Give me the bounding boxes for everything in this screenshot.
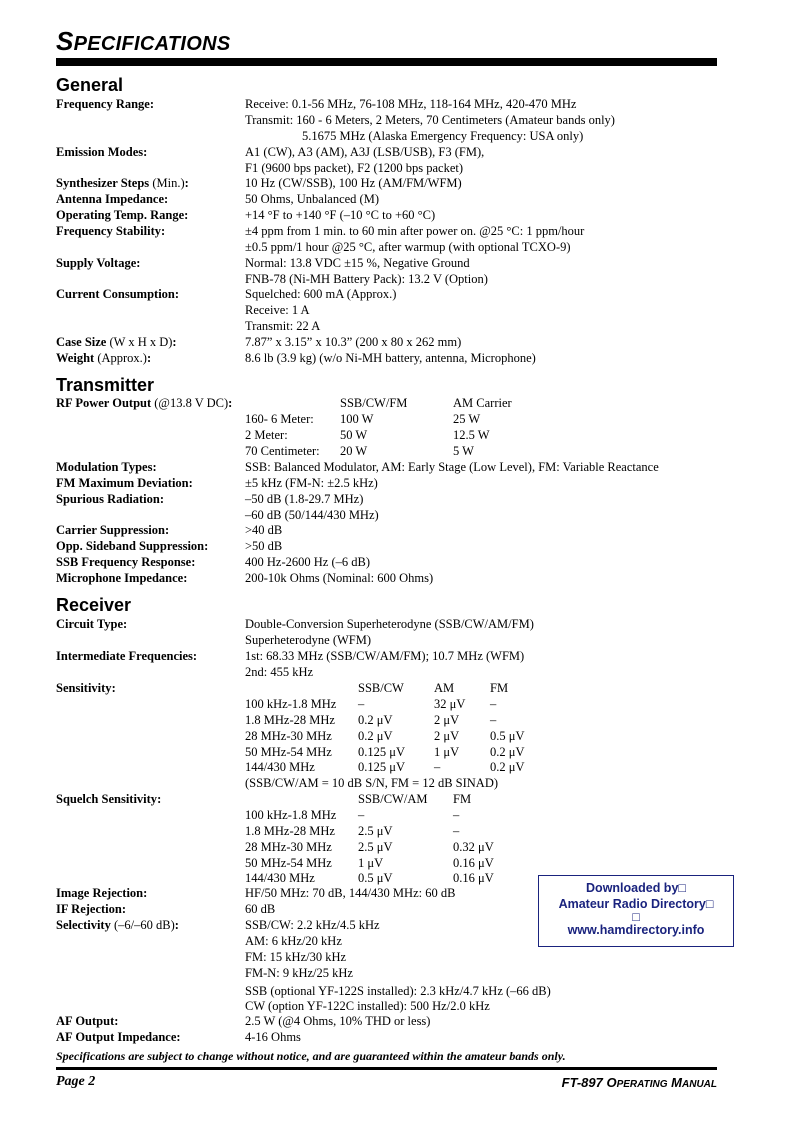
spec-label: Frequency Stability <box>56 224 161 238</box>
table-cell: 0.5 μV <box>490 728 525 743</box>
spec-value: Superheterodyne (WFM) <box>245 632 372 647</box>
spec-value: >50 dB <box>245 539 283 553</box>
spec-label: Opp. Sideband Suppression <box>56 539 205 553</box>
table-cell: 1 μV <box>358 855 384 870</box>
spec-value: SSB (optional YF-122S installed): 2.3 kHz/4.7 kHz (–66 dB) <box>245 983 551 998</box>
spec-value: 60 dB <box>245 902 276 916</box>
table-header: AM <box>434 681 455 695</box>
stamp-line: □ <box>632 910 640 924</box>
table-cell: 2 μV <box>434 728 460 743</box>
spec-value: 2nd: 455 kHz <box>245 664 314 679</box>
table-cell: – <box>358 807 365 822</box>
table-cell: 0.16 μV <box>453 871 494 886</box>
spec-label: Sensitivity <box>56 681 112 695</box>
table-cell: 25 W <box>453 411 481 426</box>
table-cell: 0.2 μV <box>358 712 393 727</box>
table-cell: 0.5 μV <box>358 871 393 886</box>
spec-value: 2.5 W (@4 Ohms, 10% THD or less) <box>245 1014 431 1028</box>
table-cell: – <box>453 807 460 822</box>
footer-rule <box>56 1067 717 1070</box>
table-cell: 5 W <box>453 443 474 458</box>
spec-label: Case Size <box>56 335 107 349</box>
spec-value: Receive: 0.1-56 MHz, 76-108 MHz, 118-164 MHz, 420-470 MHz <box>245 97 577 111</box>
spec-label: Emission Modes <box>56 145 144 159</box>
spec-label: Selectivity <box>56 918 111 932</box>
table-cell: 0.32 μV <box>453 839 494 854</box>
table-cell: 32 μV <box>434 696 466 711</box>
spec-label: FM Maximum Deviation <box>56 476 189 490</box>
spec-value: SSB: Balanced Modulator, AM: Early Stage (Low Level), FM: Variable Reactance <box>245 460 659 474</box>
spec-value: 50 Ohms, Unbalanced (M) <box>245 192 379 206</box>
spec-label-qualifier: (Approx.) <box>97 351 147 365</box>
spec-label: Image Rejection <box>56 886 144 900</box>
spec-label: Antenna Impedance <box>56 192 164 206</box>
spec-label: AF Output <box>56 1014 115 1028</box>
spec-value: FM: 15 kHz/30 kHz <box>245 949 347 964</box>
spec-value: 8.6 lb (3.9 kg) (w/o Ni-MH battery, antenna, Microphone) <box>245 351 536 365</box>
spec-label-qualifier: (W x H x D) <box>109 335 173 349</box>
spec-value: 4-16 Ohms <box>245 1030 301 1044</box>
table-cell: – <box>358 696 365 711</box>
spec-value: SSB/CW: 2.2 kHz/4.5 kHz <box>245 918 380 932</box>
download-stamp <box>538 875 734 947</box>
table-header: SSB/CW/AM <box>358 792 428 806</box>
table-header: FM <box>490 681 509 695</box>
section-heading-receiver: Receiver <box>56 595 132 615</box>
stamp-link[interactable]: www.hamdirectory.info <box>567 923 705 937</box>
spec-value: 200-10k Ohms (Nominal: 600 Ohms) <box>245 571 434 585</box>
spec-value: Transmit: 22 A <box>245 318 321 333</box>
table-cell: 0.2 μV <box>358 728 393 743</box>
table-header: SSB/CW/FM <box>340 396 408 410</box>
spec-label: SSB Frequency Response <box>56 555 192 569</box>
page-title: SPECIFICATIONS <box>56 26 231 56</box>
spec-label: Squelch Sensitivity <box>56 792 158 806</box>
spec-value: F1 (9600 bps packet), F2 (1200 bps packet) <box>245 160 464 175</box>
table-cell: 0.2 μV <box>490 744 525 759</box>
table-cell: 144/430 MHz <box>245 760 315 775</box>
table-note: (SSB/CW/AM = 10 dB S/N, FM = 12 dB SINAD) <box>245 776 499 791</box>
table-cell: 100 W <box>340 411 374 426</box>
table-header: AM Carrier <box>453 396 512 410</box>
table-cell: 1 μV <box>434 744 460 759</box>
spec-value: >40 dB <box>245 523 283 537</box>
section-heading-transmitter: Transmitter <box>56 375 155 395</box>
table-cell: 160- 6 Meter: <box>245 411 314 426</box>
spec-value: 400 Hz-2600 Hz (–6 dB) <box>245 555 370 569</box>
spec-value: FM-N: 9 kHz/25 kHz <box>245 965 353 980</box>
spec-label: Weight <box>56 351 95 365</box>
spec-label: Modulation Types <box>56 460 153 474</box>
manual-title: FT-897 OPERATING MANUAL <box>561 1075 717 1090</box>
spec-value: +14 °F to +140 °F (–10 °C to +60 °C) <box>245 208 436 222</box>
spec-value: FNB-78 (Ni-MH Battery Pack): 13.2 V (Option) <box>245 271 488 286</box>
table-cell: 1.8 MHz-28 MHz <box>245 823 335 838</box>
table-cell: 12.5 W <box>453 427 490 442</box>
table-cell: 144/430 MHz <box>245 871 315 886</box>
table-cell: – <box>453 823 460 838</box>
table-cell: 2.5 μV <box>358 823 393 838</box>
table-cell: 20 W <box>340 443 368 458</box>
table-cell: 100 kHz-1.8 MHz <box>245 696 337 711</box>
spec-value: Receive: 1 A <box>245 302 310 317</box>
spec-value: ±0.5 ppm/1 hour @25 °C, after warmup (with optional TCXO-9) <box>245 239 571 254</box>
spec-label: Carrier Suppression <box>56 523 165 537</box>
spec-value: HF/50 MHz: 70 dB, 144/430 MHz: 60 dB <box>245 886 456 900</box>
spec-value: Squelched: 600 mA (Approx.) <box>245 287 397 301</box>
spec-label: Microphone Impedance <box>56 571 184 585</box>
spec-label-qualifier: (Min.) <box>152 176 185 190</box>
spec-value: ±5 kHz (FM-N: ±2.5 kHz) <box>245 476 378 490</box>
stamp-line: Downloaded by□ <box>586 881 686 895</box>
table-cell: 50 MHz-54 MHz <box>245 744 332 759</box>
spec-value: ±4 ppm from 1 min. to 60 min after power on. @25 °C: 1 ppm/hour <box>245 224 585 238</box>
spec-value: A1 (CW), A3 (AM), A3J (LSB/USB), F3 (FM), <box>245 145 485 159</box>
stamp-line: Amateur Radio Directory□ <box>558 896 714 911</box>
table-cell: 0.125 μV <box>358 744 405 759</box>
table-cell: 0.16 μV <box>453 855 494 870</box>
spec-label: Synthesizer Steps <box>56 176 150 190</box>
table-cell: 0.125 μV <box>358 760 405 775</box>
table-cell: 70 Centimeter: <box>245 443 320 458</box>
spec-value: Double-Conversion Superheterodyne (SSB/CW/AM/FM) <box>245 617 534 631</box>
page-number: Page 2 <box>56 1074 96 1089</box>
spec-value: 5.1675 MHz (Alaska Emergency Frequency: USA only) <box>302 128 584 143</box>
title-rule <box>56 58 717 66</box>
spec-label: Intermediate Frequencies <box>56 649 193 663</box>
spec-value: –50 dB (1.8-29.7 MHz) <box>245 492 364 506</box>
table-cell: – <box>434 760 441 775</box>
table-cell: 0.2 μV <box>490 760 525 775</box>
spec-label: Spurious Radiation <box>56 492 160 506</box>
spec-label: AF Output Impedance <box>56 1030 177 1044</box>
spec-value: 7.87” x 3.15” x 10.3” (200 x 80 x 262 mm) <box>245 335 462 349</box>
table-header: FM <box>453 792 472 806</box>
table-cell: 50 MHz-54 MHz <box>245 855 332 870</box>
spec-label: Frequency Range <box>56 97 150 111</box>
table-cell: 1.8 MHz-28 MHz <box>245 712 335 727</box>
table-cell: 28 MHz-30 MHz <box>245 839 332 854</box>
table-cell: 100 kHz-1.8 MHz <box>245 807 337 822</box>
spec-label: Supply Voltage <box>56 256 137 270</box>
spec-label: RF Power Output <box>56 396 152 410</box>
section-heading-general: General <box>56 75 124 95</box>
spec-value: 1st: 68.33 MHz (SSB/CW/AM/FM); 10.7 MHz (WFM) <box>245 649 525 663</box>
spec-value: Normal: 13.8 VDC ±15 %, Negative Ground <box>245 256 470 270</box>
table-header: SSB/CW <box>358 681 404 695</box>
table-cell: 2.5 μV <box>358 839 393 854</box>
spec-label: Current Consumption <box>56 287 175 301</box>
spec-label-qualifier: (@13.8 V DC) <box>154 396 229 410</box>
spec-label: Operating Temp. Range <box>56 208 185 222</box>
table-cell: 28 MHz-30 MHz <box>245 728 332 743</box>
spec-value: 10 Hz (CW/SSB), 100 Hz (AM/FM/WFM) <box>245 176 462 190</box>
spec-value: AM: 6 kHz/20 kHz <box>245 933 342 948</box>
spec-label-qualifier: (–6/–60 dB) <box>113 918 175 932</box>
spec-value: Transmit: 160 - 6 Meters, 2 Meters, 70 Centimeters (Amateur bands only) <box>245 112 615 127</box>
spec-label: IF Rejection <box>56 902 122 916</box>
disclaimer-note: Specifications are subject to change without notice, and are guaranteed within the amateur bands only. <box>56 1049 566 1063</box>
spec-label: Circuit Type <box>56 617 124 631</box>
table-cell: – <box>490 712 497 727</box>
table-cell: 2 μV <box>434 712 460 727</box>
table-cell: 50 W <box>340 427 368 442</box>
table-cell: – <box>490 696 497 711</box>
spec-value: CW (option YF-122C installed): 500 Hz/2.0 kHz <box>245 999 490 1014</box>
table-cell: 2 Meter: <box>245 427 288 442</box>
spec-value: –60 dB (50/144/430 MHz) <box>245 507 379 522</box>
